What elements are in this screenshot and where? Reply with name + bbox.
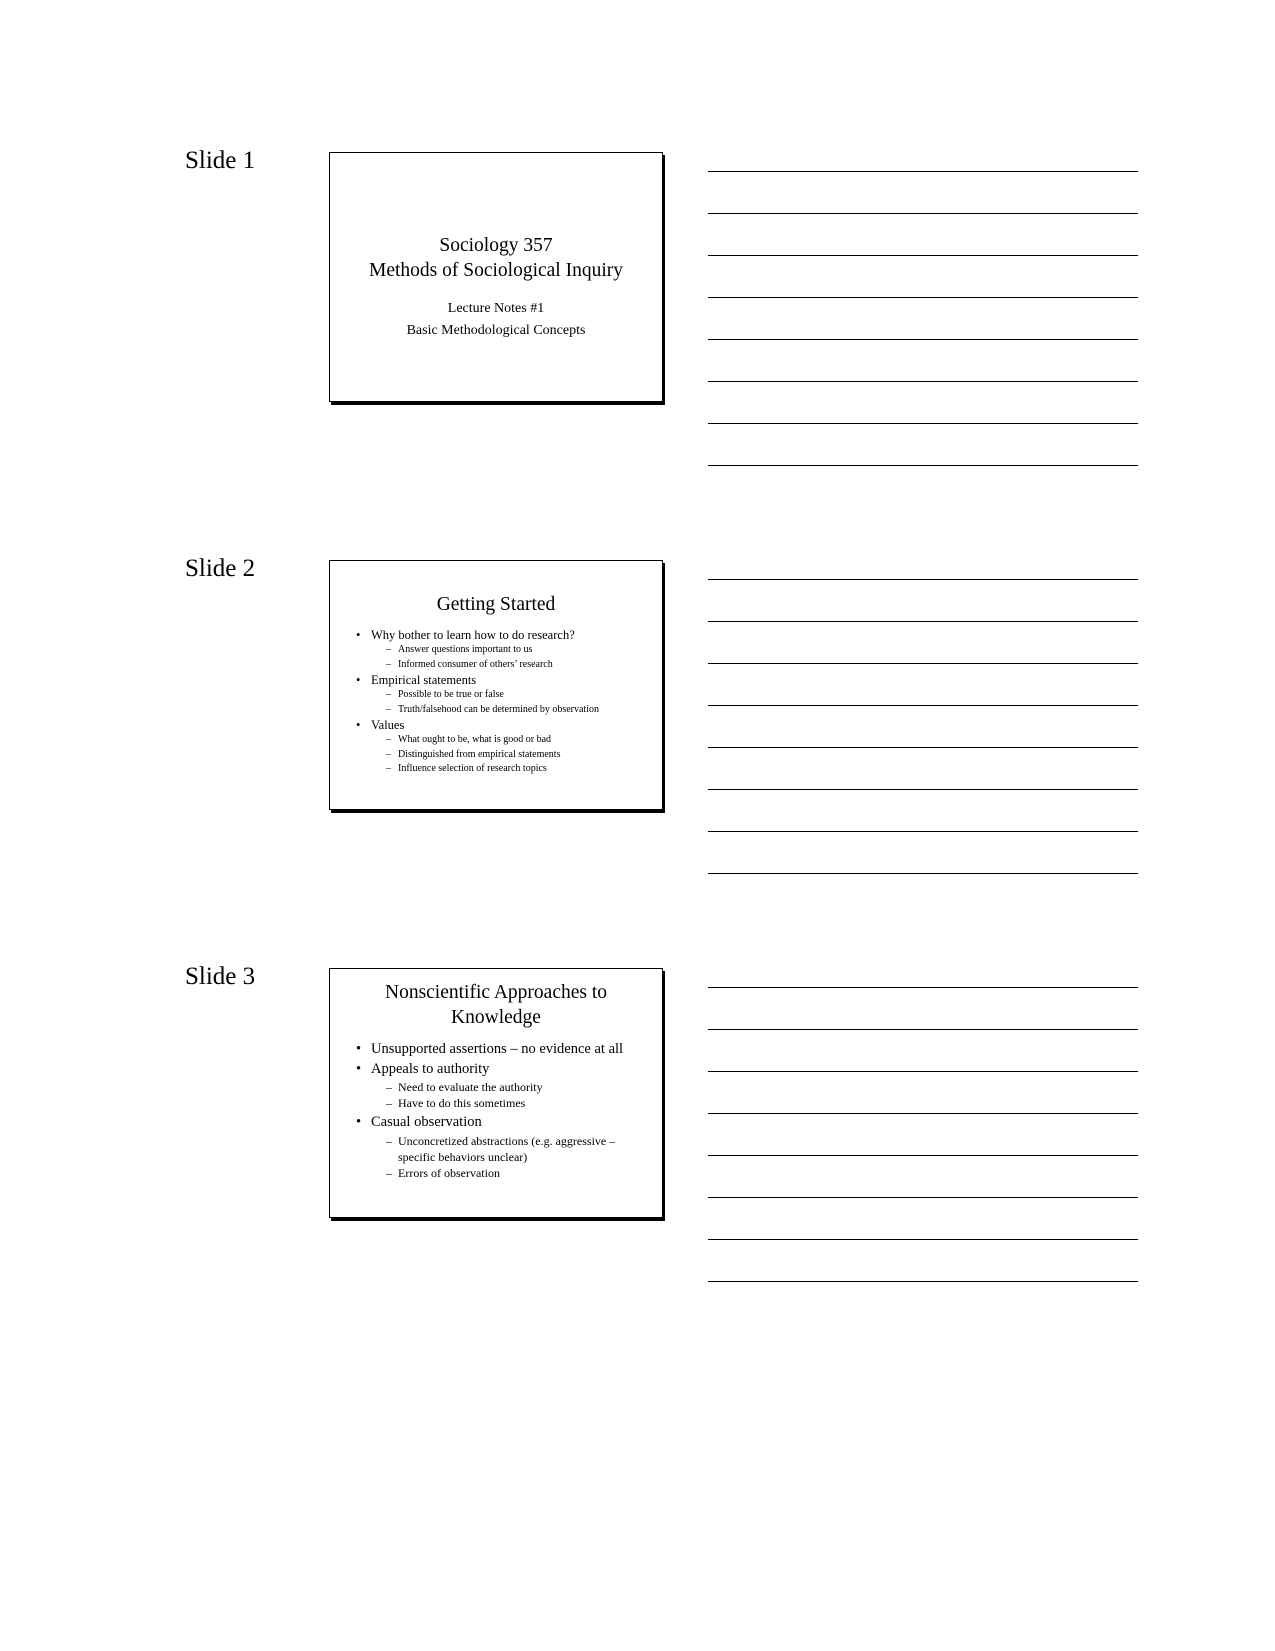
slide-title [330,233,662,283]
note-line [708,790,1138,832]
note-line [708,664,1138,706]
sub-bullet-list [371,1079,652,1111]
notes-lines [708,987,1138,1282]
notes-lines [708,579,1138,874]
sub-bullet-item: – Distinguished from empirical statements [386,748,652,763]
sub-bullet-item: – Errors of observation [386,1165,652,1181]
note-line [708,1114,1138,1156]
slide-label: Slide 3 [185,963,256,990]
note-line [708,382,1138,424]
sub-bullet-list [371,1133,652,1181]
bullet-item [356,1040,652,1060]
slide-label: Slide 2 [185,555,256,582]
bullet-text: Unsupported assertions – no evidence at all [371,1041,624,1057]
sub-bullet-item: – Unconcretized abstractions (e.g. aggressive – specific behaviors unclear) [386,1133,652,1165]
slide-thumbnail [329,560,663,810]
slide-subtitle-line: Lecture Notes #1 [447,301,545,316]
bullet-list [330,627,662,777]
slide-row-1 [0,146,1275,446]
sub-bullet-item: – What ought to be, what is good or bad [386,733,652,748]
bullet-text: Appeals to authority [371,1060,490,1077]
slide-subtitle [330,298,662,342]
bullet-item [356,1060,652,1112]
note-line [708,1240,1138,1282]
sub-bullet-item: – Possible to be true or false [386,688,652,703]
note-line [708,172,1138,214]
note-line [708,1072,1138,1114]
bullet-item [356,672,652,717]
note-line [708,832,1138,874]
bullet-item [356,717,652,777]
slide-row-3 [0,962,1275,1262]
sub-bullet-item: – Informed consumer of others’ research [386,658,652,673]
slide-title-line: Sociology 357 [439,235,553,256]
bullet-text: Values [371,718,405,732]
note-line [708,340,1138,382]
note-line [708,988,1138,1030]
bullet-text: Casual observation [371,1114,482,1130]
bullet-list [330,1040,662,1181]
sub-bullet-item: – Influence selection of research topics [386,762,652,777]
slide-label: Slide 1 [185,147,256,174]
note-line [708,1156,1138,1198]
slide-title: Nonscientific Approaches to Knowledge [384,982,608,1028]
note-line [708,256,1138,298]
sub-bullet-item: – Answer questions important to us [386,643,652,658]
note-line [708,214,1138,256]
notes-lines [708,171,1138,466]
note-line [708,1030,1138,1072]
note-line [708,622,1138,664]
sub-bullet-item: – Truth/falsehood can be determined by observation [386,703,652,718]
bullet-text: Why bother to learn how to do research? [371,628,575,642]
bullet-text: Empirical statements [371,673,477,687]
slide-subtitle-line: Basic Methodological Concepts [406,323,586,338]
note-line [708,424,1138,466]
slide-row-2 [0,554,1275,854]
sub-bullet-item: – Have to do this sometimes [386,1095,652,1111]
slide-title-line: Methods of Sociological Inquiry [368,260,623,281]
note-line [708,580,1138,622]
bullet-item [356,627,652,672]
sub-bullet-list [371,733,652,777]
slide-thumbnail [329,968,663,1218]
bullet-item [356,1113,652,1181]
sub-bullet-list [371,643,652,672]
slide-thumbnail [329,152,663,402]
sub-bullet-item: – Need to evaluate the authority [386,1079,652,1095]
note-line [708,298,1138,340]
note-line [708,748,1138,790]
sub-bullet-list [371,688,652,717]
note-line [708,706,1138,748]
slide-title: Getting Started [436,594,556,615]
note-line [708,1198,1138,1240]
